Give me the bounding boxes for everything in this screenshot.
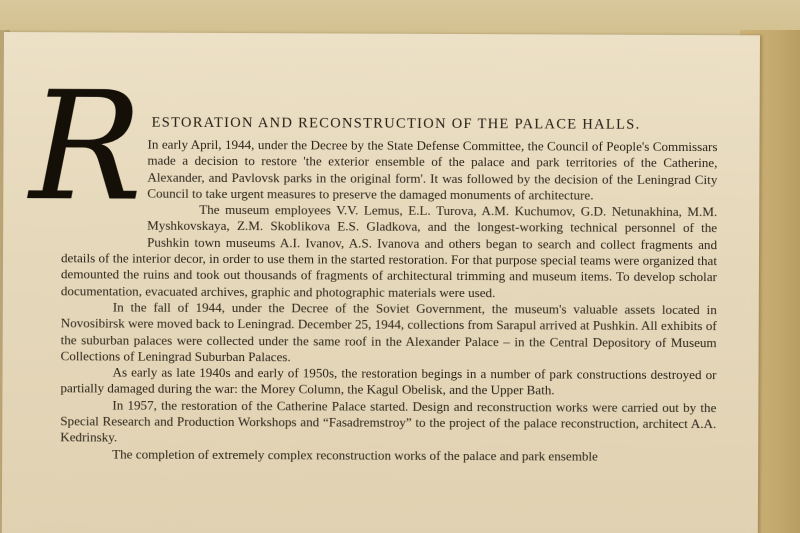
panel-heading: ESTORATION AND RECONSTRUCTION OF THE PALACE HALLS. <box>151 114 641 133</box>
paragraph-6: The completion of extremely complex reconstruction works of the palace and park ensemble <box>112 446 598 464</box>
paragraph-1: In early April, 1944, under the Decree by the State Defense Committee, the Council of People's Commissars made a decision to restore 'the exterior ensemble of the palace and park territories of the Catherine, Alexander, and Pavlovsk parks in the original form'. It was followed by the decision of the Leningrad City Council to take urgent measures to preserve the damaged monuments of architecture. <box>147 136 718 203</box>
paragraph-2: The museum employees V.V. Lemus, E.L. Turova, A.M. Kuchumov, G.D. Netunakhina, M.M. Myshkovskaya, Z.M. Skoblikova E.S. Gladkova, and the longest-working technical personnel of the Pushkin town museums A.I. Ivanov, A.S. Ivanova and others began to search and collect fragments and details of the interior decor, in order to use them in the started restoration. For that purpose special teams were organized that demounted the ruins and took out thousands of fragments of architectural trimming and museum items. To develop scholar documentation, evacuated archives, graphic and photographic materials were used. <box>60 202 718 300</box>
paragraph-4: As early as late 1940s and early of 1950s, the restoration begings in a number of park constructions destroyed or partially damaged during the war: the Morey Column, the Kagul Obelisk, and the Upper Bath. <box>60 364 717 398</box>
panel-body-text <box>60 136 717 465</box>
paragraph-5: In 1957, the restoration of the Catherine Palace started. Design and reconstruction works were carried out by the Special Research and Production Workshops and “Fasadremstroy” to the project of the palace reconstruction, architect A.A. Kedrinsky. <box>60 397 717 445</box>
drop-cap-letter: R <box>29 60 141 235</box>
paragraph-3: In the fall of 1944, under the Decree of the Soviet Government, the museum's valuable assets located in Novosibirsk were moved back to Leningrad. December 25, 1944, collections from Sarapul arrived at Pushkin. All exhibits of the suburban palaces were collected under the same roof in the Alexander Palace – in the Central Depository of Museum Collections of Leningrad Suburban Palaces. <box>60 299 717 365</box>
exhibit-text-panel <box>2 32 760 533</box>
